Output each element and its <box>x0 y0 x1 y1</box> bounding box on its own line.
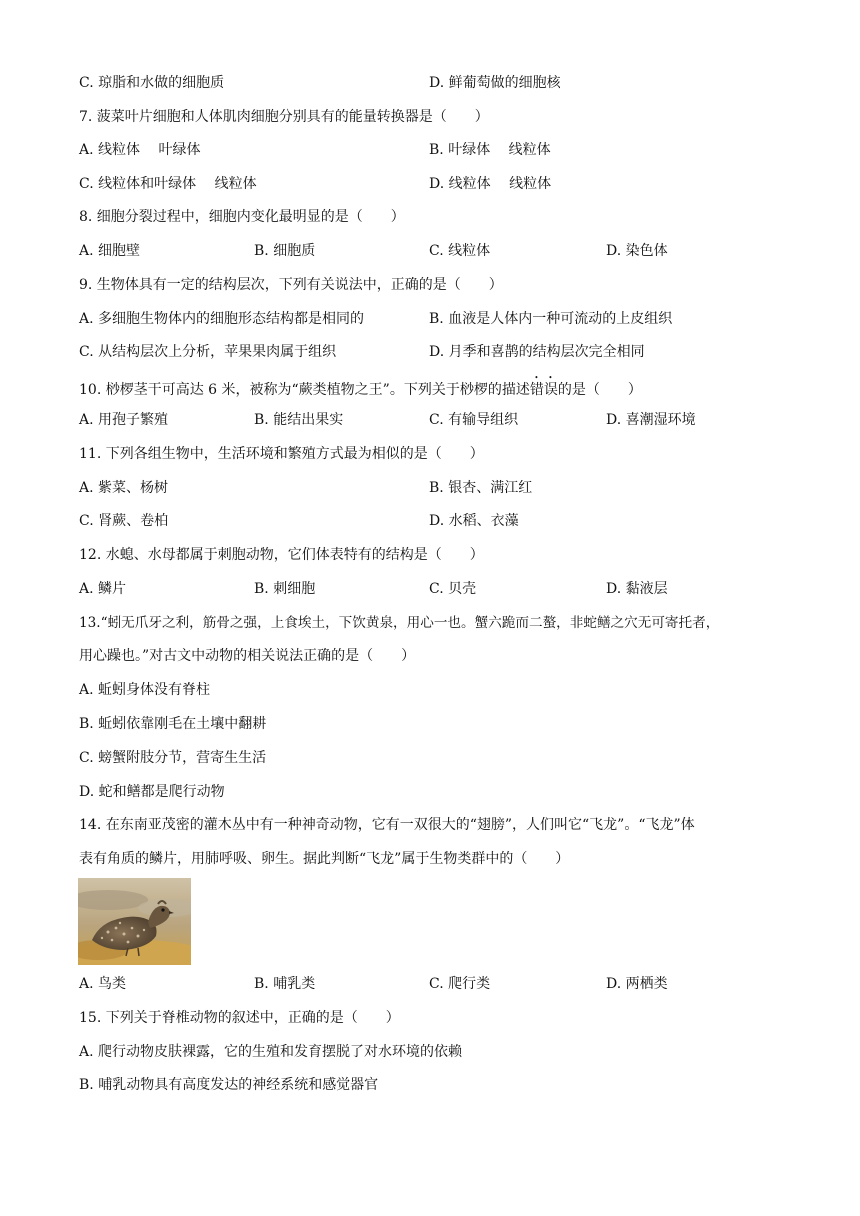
q7-option-b: B. 叶绿体 线粒体 <box>429 142 551 158</box>
q10-emphasis-word: 错误 <box>529 382 558 398</box>
bird-photo <box>78 878 191 965</box>
q14-stem-line-2: 表有角质的鳞片，用肺呼吸、卵生。据此判断“飞龙”属于生物类群中的（ ） <box>79 851 570 867</box>
q10-option-d: D. 喜潮湿环境 <box>606 412 696 428</box>
q12-option-a: A. 鳞片 <box>79 581 127 597</box>
q9-stem: 9. 生物体具有一定的结构层次，下列有关说法中，正确的是（ ） <box>79 277 503 293</box>
q8-option-c: C. 线粒体 <box>429 243 491 259</box>
q14-option-d: D. 两栖类 <box>606 976 668 992</box>
q12-option-b: B. 刺细胞 <box>254 581 316 597</box>
q9-option-d: D. 月季和喜鹊的结构层次完全相同 <box>429 344 645 360</box>
q11-option-c: C. 肾蕨、卷柏 <box>79 513 169 529</box>
q8-option-d: D. 染色体 <box>606 243 668 259</box>
q14-option-a: A. 鸟类 <box>79 976 127 992</box>
q13-option-a: A. 蚯蚓身体没有脊柱 <box>79 682 211 698</box>
q12-option-d: D. 黏液层 <box>606 581 668 597</box>
q13-option-c: C. 螃蟹附肢分节，营寄生生活 <box>79 750 267 766</box>
q10-stem-text: 10. 桫椤茎干可高达 6 米，被称为“蕨类植物之王”。下列关于桫椤的描述 <box>79 382 530 398</box>
q9-option-a: A. 多细胞生物体内的细胞形态结构都是相同的 <box>79 311 365 327</box>
q10-stem <box>79 374 642 400</box>
q8-option-a: A. 细胞壁 <box>79 243 141 259</box>
q9-option-c: C. 从结构层次上分析，苹果果肉属于组织 <box>79 344 337 360</box>
q10-option-b: B. 能结出果实 <box>254 412 344 428</box>
q11-option-b: B. 银杏、满江红 <box>429 480 533 496</box>
q13-stem-line-2: 用心躁也。”对古文中动物的相关说法正确的是（ ） <box>79 648 416 664</box>
q7-stem: 7. 菠菜叶片细胞和人体肌肉细胞分别具有的能量转换器是（ ） <box>79 109 489 125</box>
q14-option-b: B. 哺乳类 <box>254 976 316 992</box>
q15-option-b: B. 哺乳动物具有高度发达的神经系统和感觉器官 <box>79 1077 379 1093</box>
q11-stem: 11. 下列各组生物中，生活环境和繁殖方式最为相似的是（ ） <box>79 446 484 462</box>
q11-option-a: A. 紫菜、杨树 <box>79 480 169 496</box>
q7-option-c: C. 线粒体和叶绿体 线粒体 <box>79 176 257 192</box>
q12-stem: 12. 水螅、水母都属于刺胞动物，它们体表特有的结构是（ ） <box>79 547 484 563</box>
q8-stem: 8. 细胞分裂过程中，细胞内变化最明显的是（ ） <box>79 209 405 225</box>
q15-stem: 15. 下列关于脊椎动物的叙述中，正确的是（ ） <box>79 1010 400 1026</box>
q7-option-d: D. 线粒体 线粒体 <box>429 176 552 192</box>
q15-option-a: A. 爬行动物皮肤裸露，它的生殖和发育摆脱了对水环境的依赖 <box>79 1044 463 1060</box>
q12-option-c: C. 贝壳 <box>429 581 477 597</box>
q13-stem-line-1: 13.“蚓无爪牙之利，筋骨之强，上食埃土，下饮黄泉，用心一也。蟹六跪而二螯，非蛇鳝之穴无可寄托者， <box>79 615 720 631</box>
q6-option-c: C. 琼脂和水做的细胞质 <box>79 75 225 91</box>
q10-option-c: C. 有输导组织 <box>429 412 519 428</box>
q14-stem-line-1: 14. 在东南亚茂密的灌木丛中有一种神奇动物，它有一双很大的“翅膀”，人们叫它“飞龙”。“飞龙”体 <box>79 817 695 833</box>
q14-option-c: C. 爬行类 <box>429 976 491 992</box>
q10-stem-end: 的是（ ） <box>557 382 642 398</box>
q10-option-a: A. 用孢子繁殖 <box>79 412 169 428</box>
q6-option-d: D. 鲜葡萄做的细胞核 <box>429 75 561 91</box>
q8-option-b: B. 细胞质 <box>254 243 316 259</box>
grouse-illustration <box>78 878 191 965</box>
q11-option-d: D. 水稻、衣藻 <box>429 513 519 529</box>
q13-option-b: B. 蚯蚓依靠刚毛在土壤中翻耕 <box>79 716 267 732</box>
q7-option-a: A. 线粒体 叶绿体 <box>79 142 201 158</box>
q13-option-d: D. 蛇和鳝都是爬行动物 <box>79 784 225 800</box>
q9-option-b: B. 血液是人体内一种可流动的上皮组织 <box>429 311 673 327</box>
